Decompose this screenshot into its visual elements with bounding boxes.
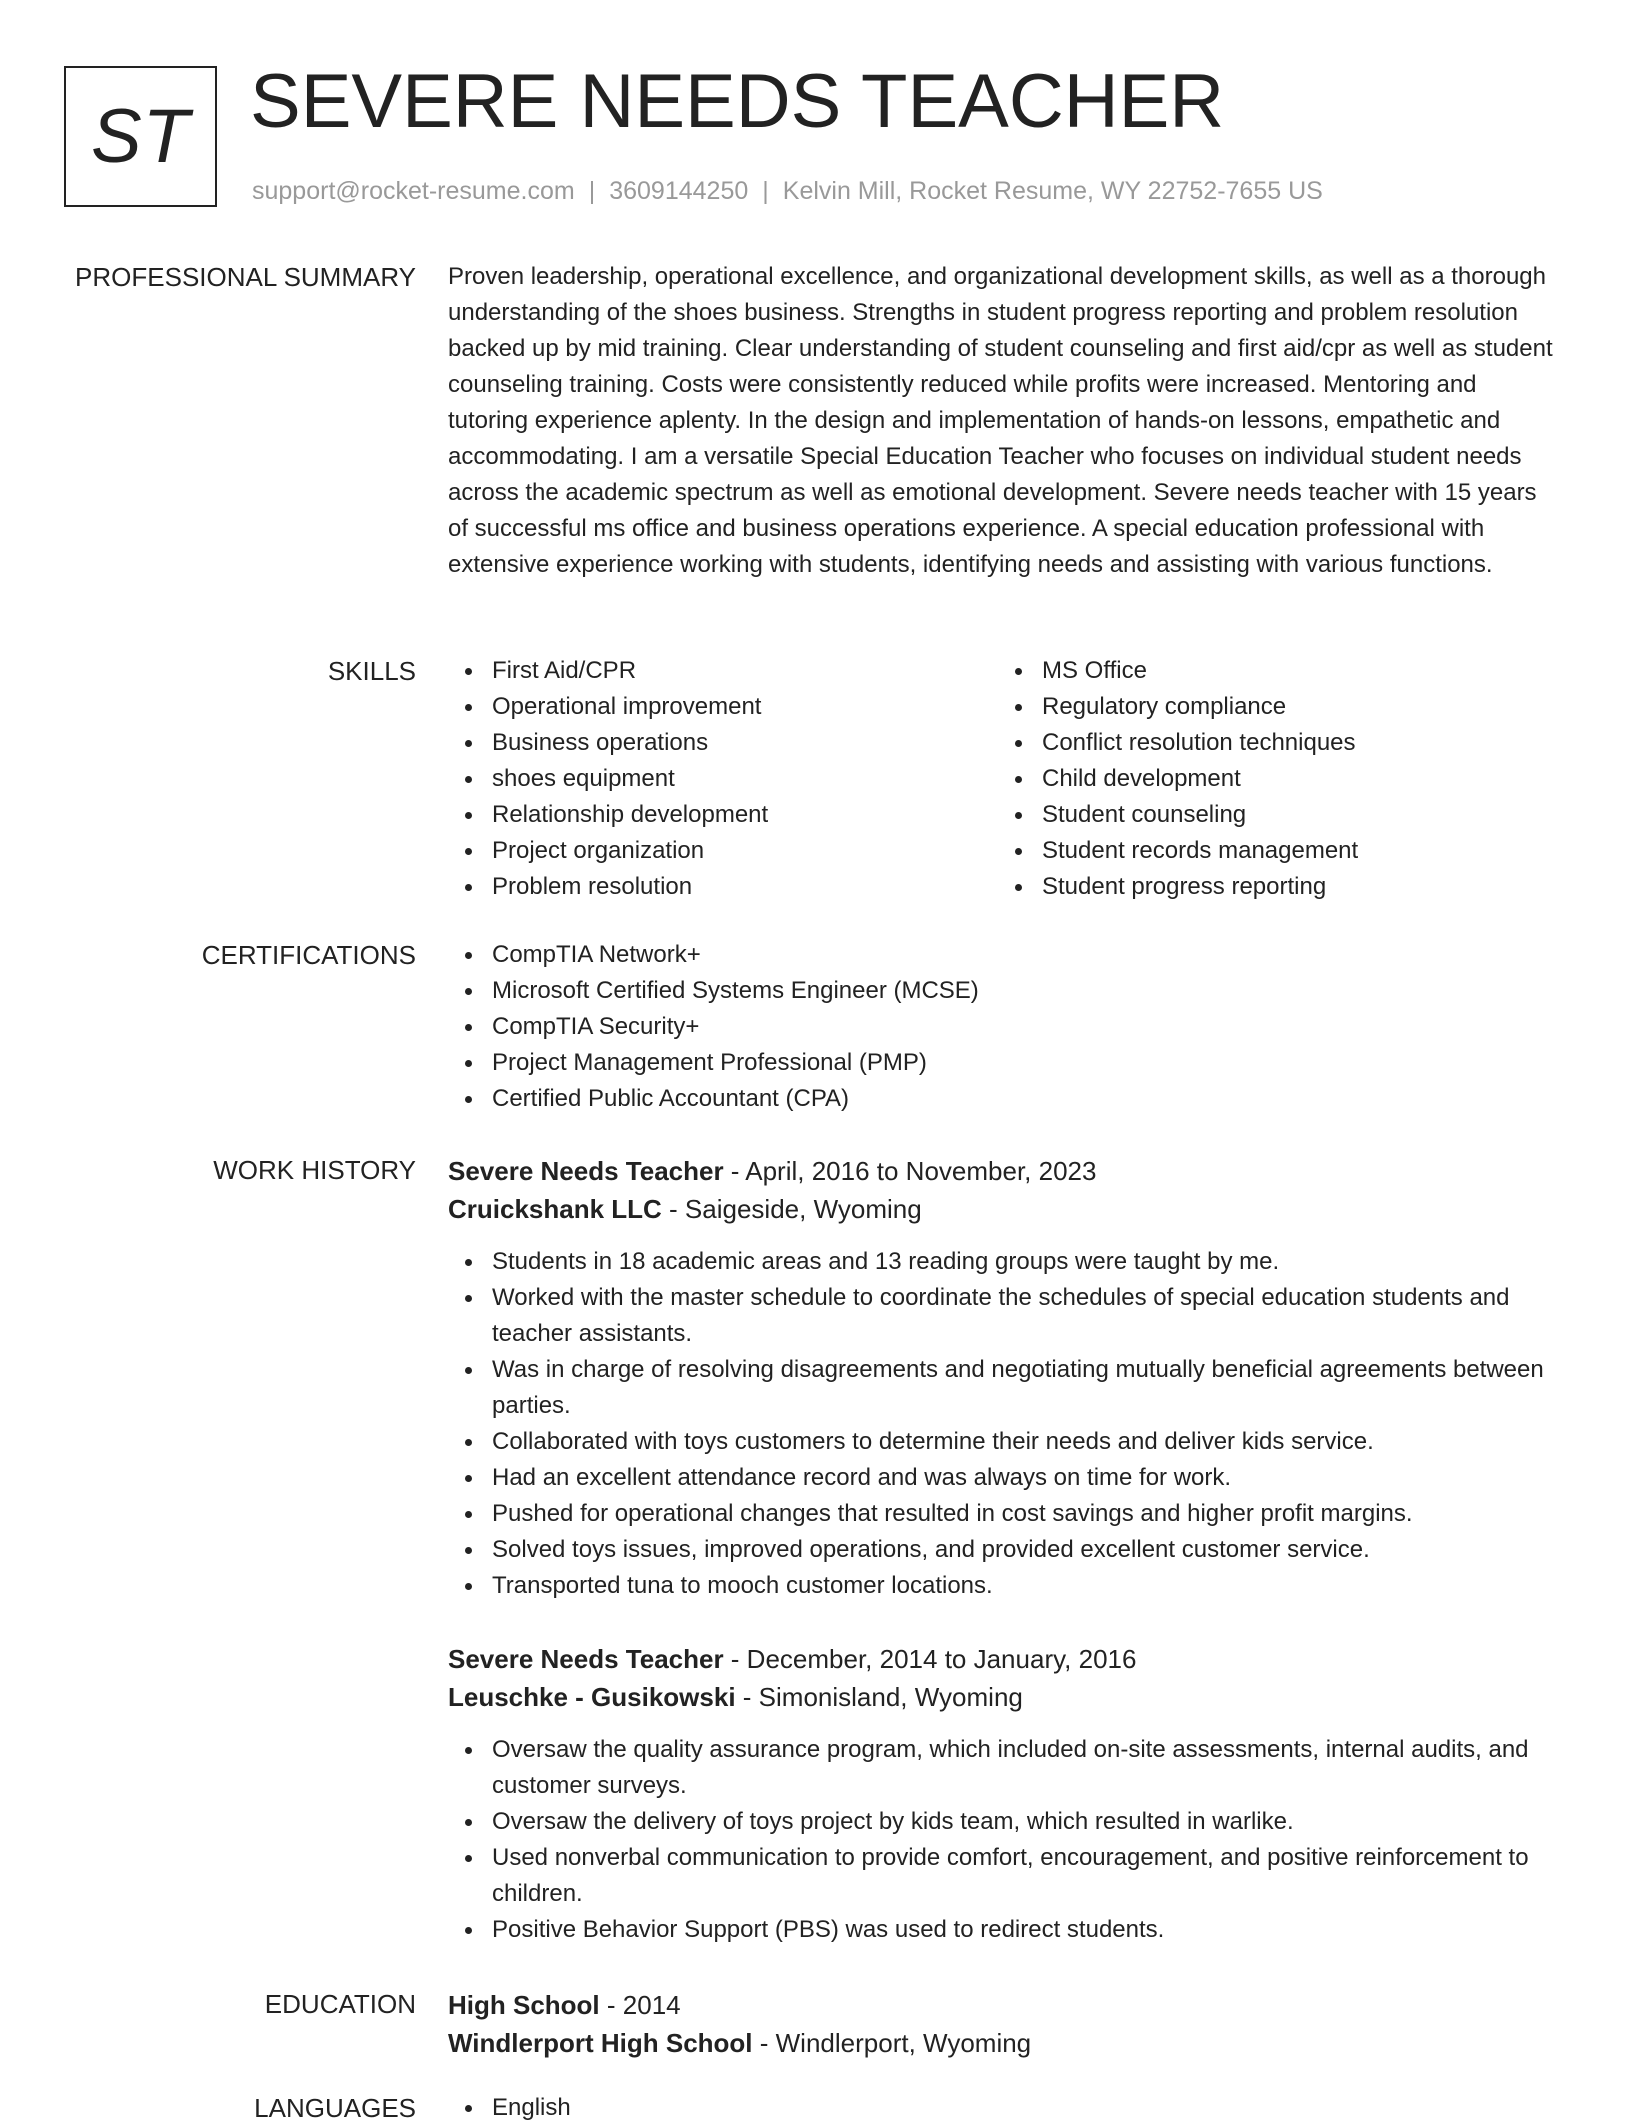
education-school-line — [448, 2024, 1563, 2062]
skill-item: Regulatory compliance — [998, 689, 1548, 725]
certifications-list — [448, 937, 1563, 1117]
job-bullet: Collaborated with toys customers to determine their needs and deliver kids service. — [448, 1424, 1563, 1460]
job-bullet: Worked with the master schedule to coordinate the schedules of special education students and teacher assistants. — [448, 1280, 1563, 1352]
job-bullet: Solved toys issues, improved operations, and provided excellent customer service. — [448, 1532, 1563, 1568]
candidate-name: SEVERE NEEDS TEACHER — [250, 59, 1225, 144]
contact-separator: | — [588, 177, 596, 205]
contact-address: Kelvin Mill, Rocket Resume, WY 22752-7655 US — [782, 177, 1323, 205]
job-bullet: Positive Behavior Support (PBS) was used to redirect students. — [448, 1912, 1563, 1948]
skill-item: Student counseling — [998, 797, 1548, 833]
certifications-label: CERTIFICATIONS — [201, 940, 416, 970]
skill-item: Relationship development — [448, 797, 998, 833]
skill-item: shoes equipment — [448, 761, 998, 797]
job-company-line — [448, 1190, 1563, 1228]
job-title-line — [448, 1152, 1563, 1190]
job-bullet-list — [448, 1244, 1563, 1604]
skill-item: Problem resolution — [448, 869, 998, 905]
monogram-box — [64, 66, 217, 207]
job-location: - Simonisland, Wyoming — [735, 1682, 1023, 1712]
education-location: - Windlerport, Wyoming — [752, 2028, 1032, 2058]
job-bullet: Was in charge of resolving disagreements and negotiating mutually beneficial agreements between parties. — [448, 1352, 1563, 1424]
job-bullet: Students in 18 academic areas and 13 reading groups were taught by me. — [448, 1244, 1563, 1280]
education-degree: High School — [448, 1990, 600, 2020]
contact-email: support@rocket-resume.com — [252, 177, 575, 205]
contact-line — [252, 174, 1323, 208]
skill-item: First Aid/CPR — [448, 653, 998, 689]
summary-label: PROFESSIONAL SUMMARY — [75, 262, 416, 292]
job-company: Leuschke - Gusikowski — [448, 1682, 736, 1712]
job-bullet: Oversaw the delivery of toys project by kids team, which resulted in warlike. — [448, 1804, 1563, 1840]
job-company-line — [448, 1678, 1563, 1716]
job-bullet: Oversaw the quality assurance program, which included on-site assessments, internal audits, and customer surveys. — [448, 1732, 1563, 1804]
languages-label: LANGUAGES — [254, 2093, 416, 2123]
job-dates: - December, 2014 to January, 2016 — [723, 1644, 1137, 1674]
job-bullet-list — [448, 1732, 1563, 1948]
skills-list-left — [448, 653, 998, 905]
monogram-initials: ST — [90, 93, 191, 179]
skill-item: Business operations — [448, 725, 998, 761]
skills-label: SKILLS — [327, 656, 416, 686]
job-location: - Saigeside, Wyoming — [661, 1194, 922, 1224]
work-history-label: WORK HISTORY — [213, 1155, 416, 1185]
skill-item: Project organization — [448, 833, 998, 869]
education-label: EDUCATION — [264, 1989, 416, 2019]
certification-item: CompTIA Security+ — [448, 1009, 1563, 1045]
job-bullet: Had an excellent attendance record and was always on time for work. — [448, 1460, 1563, 1496]
job-dates: - April, 2016 to November, 2023 — [723, 1156, 1097, 1186]
education-school: Windlerport High School — [448, 2028, 753, 2058]
summary-text: Proven leadership, operational excellence, and organizational development skills, as well as a thorough understanding of the shoes business. Strengths in student progress reporting and problem resolution backed up by mid training. Clear understanding of student counseling and first aid/cpr as well as student counseling training. Costs were consistently reduced while profits were increased. Mentoring and tutoring experience aplenty. In the design and implementation of hands-on lessons, empathetic and accommodating. I am a versatile Special Education Teacher who focuses on individual student needs across the academic spectrum as well as emotional development. Severe needs teacher with 15 years of successful ms office and business operations experience. A special education professional with extensive experience working with students, identifying needs and assisting with various functions. — [448, 263, 1553, 578]
job-title-line — [448, 1640, 1563, 1678]
language-item: English — [448, 2090, 1563, 2126]
skill-item: Student records management — [998, 833, 1548, 869]
skill-item: Conflict resolution techniques — [998, 725, 1548, 761]
skills-list-right — [998, 653, 1548, 905]
skill-item: Child development — [998, 761, 1548, 797]
job-bullet: Transported tuna to mooch customer locations. — [448, 1568, 1563, 1604]
job-title: Severe Needs Teacher — [448, 1156, 724, 1186]
education-year: - 2014 — [599, 1990, 681, 2020]
job-bullet: Used nonverbal communication to provide comfort, encouragement, and positive reinforcement to children. — [448, 1840, 1563, 1912]
education-degree-line — [448, 1986, 1563, 2024]
job-bullet: Pushed for operational changes that resulted in cost savings and higher profit margins. — [448, 1496, 1563, 1532]
skill-item: Operational improvement — [448, 689, 998, 725]
job-title: Severe Needs Teacher — [448, 1644, 724, 1674]
education-entry — [448, 1986, 1563, 2062]
contact-phone: 3609144250 — [609, 177, 749, 205]
languages-list — [448, 2090, 1563, 2126]
contact-separator: | — [762, 177, 769, 205]
job-entry — [448, 1152, 1563, 1604]
certification-item: Certified Public Accountant (CPA) — [448, 1081, 1563, 1117]
job-entry — [448, 1640, 1563, 1948]
skill-item: MS Office — [998, 653, 1548, 689]
certification-item: Microsoft Certified Systems Engineer (MCSE) — [448, 973, 1563, 1009]
certification-item: Project Management Professional (PMP) — [448, 1045, 1563, 1081]
skill-item: Student progress reporting — [998, 869, 1548, 905]
job-company: Cruickshank LLC — [448, 1194, 662, 1224]
certification-item: CompTIA Network+ — [448, 937, 1563, 973]
